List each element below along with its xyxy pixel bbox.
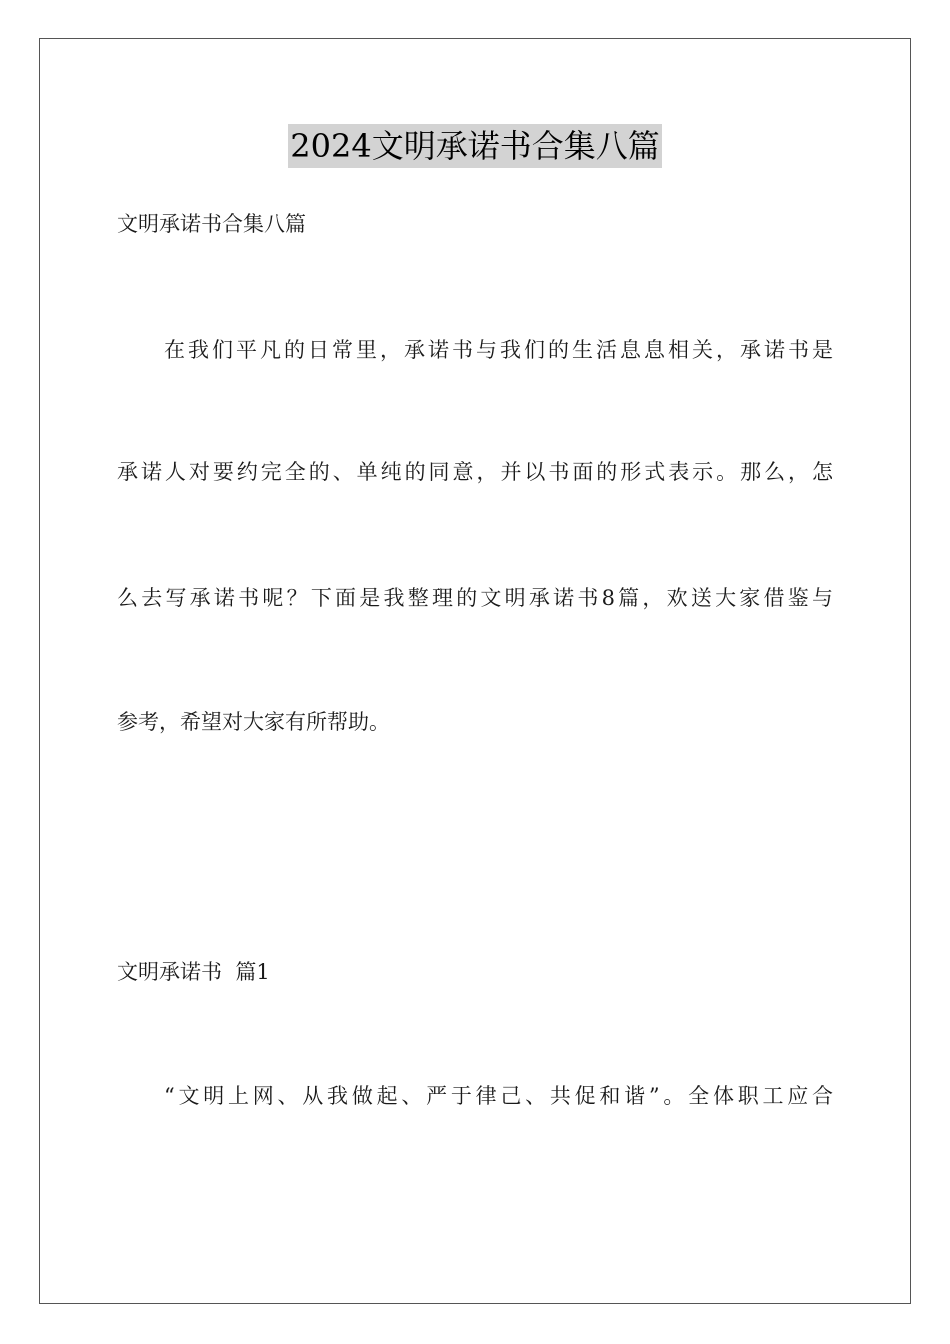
document-subtitle: 文明承诺书合集八篇 — [117, 212, 306, 236]
intro-paragraph-line-2: 承诺人对要约完全的、单纯的同意，并以书面的形式表示。那么，怎 — [117, 460, 833, 484]
section-paragraph-line-1: “文明上网、从我做起、严于律己、共促和谐”。全体职工应合 — [164, 1084, 833, 1108]
section-heading: 文明承诺书 篇1 — [117, 960, 270, 984]
intro-paragraph-line-4: 参考，希望对大家有所帮助。 — [117, 710, 390, 734]
intro-paragraph-line-3: 么去写承诺书呢？下面是我整理的文明承诺书8篇，欢送大家借鉴与 — [117, 586, 833, 610]
intro-paragraph-line-1: 在我们平凡的日常里，承诺书与我们的生活息息相关，承诺书是 — [164, 338, 833, 362]
title-container — [0, 124, 950, 168]
document-title: 2024文明承诺书合集八篇 — [288, 124, 661, 168]
